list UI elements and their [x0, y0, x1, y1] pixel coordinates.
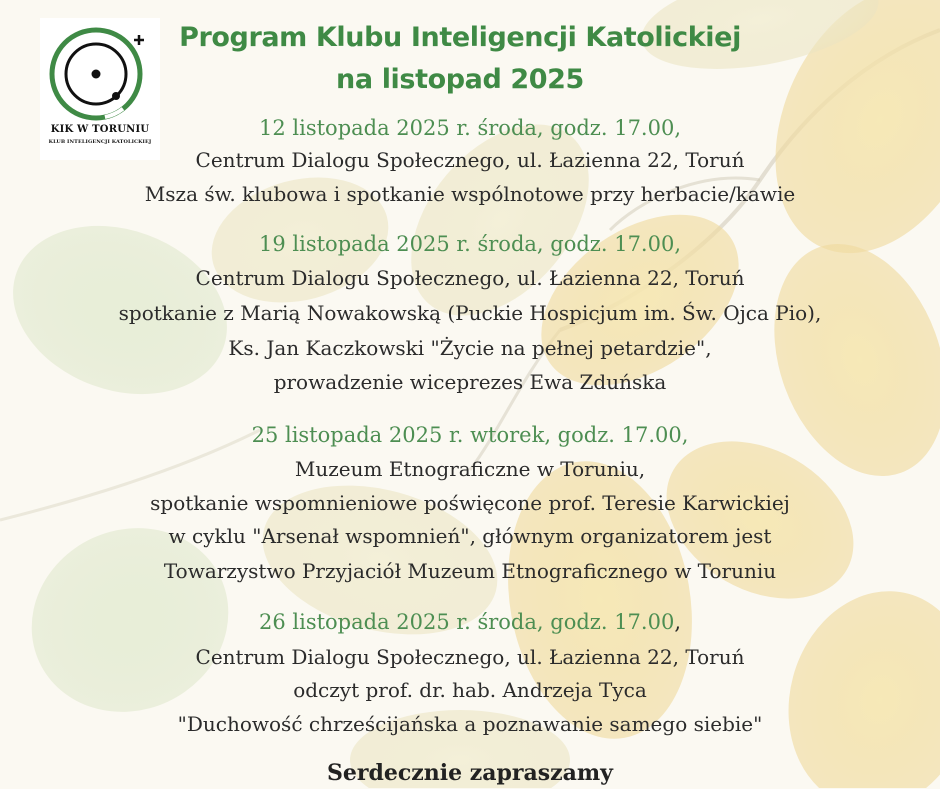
event-2-header: 19 listopada 2025 r. środa, godz. 17.00, — [259, 232, 681, 256]
event-2-location: Centrum Dialogu Społecznego, ul. Łazienna 22, Toruń — [195, 266, 745, 290]
event-2-description-2: Ks. Jan Kaczkowski "Życie na pełnej petardzie", — [228, 336, 712, 360]
event-1-header: 12 listopada 2025 r. środa, godz. 17.00, — [259, 116, 681, 140]
event-2-description-1: spotkanie z Marią Nowakowską (Puckie Hospicjum im. Św. Ojca Pio), — [118, 301, 822, 325]
event-4-description-2: "Duchowość chrześcijańska a poznawanie samego siebie" — [177, 712, 763, 736]
event-3-organizer: Towarzystwo Przyjaciół Muzeum Etnograficznego w Toruniu — [163, 559, 777, 583]
event-4-header-comma: , — [674, 610, 681, 634]
event-4-location: Centrum Dialogu Społecznego, ul. Łazienna 22, Toruń — [195, 645, 745, 669]
event-3-header: 25 listopada 2025 r. wtorek, godz. 17.00, — [251, 423, 689, 447]
logo-subtitle: KLUB INTELIGENCJI KATOLICKIEJ — [48, 139, 152, 145]
event-4-header-text: 26 listopada 2025 r. środa, godz. 17.00 — [258, 610, 675, 634]
closing-invitation: Serdecznie zapraszamy — [327, 760, 613, 786]
page-title-line-1: Program Klubu Inteligencji Katolickiej — [179, 22, 741, 53]
event-1-description: Msza św. klubowa i spotkanie wspólnotowe przy herbacie/kawie — [144, 182, 796, 206]
event-4-header — [0, 606, 940, 638]
event-4-description-1: odczyt prof. dr. hab. Andrzeja Tyca — [293, 678, 647, 702]
event-1-location: Centrum Dialogu Społecznego, ul. Łazienna 22, Toruń — [195, 148, 745, 172]
event-2-host: prowadzenie wiceprezes Ewa Zduńska — [273, 370, 667, 394]
page-title-line-2: na listopad 2025 — [336, 64, 584, 95]
circle-dot-orbit-icon — [40, 18, 160, 122]
event-3-location: Muzeum Etnograficzne w Toruniu, — [294, 457, 646, 481]
event-3-description-1: spotkanie wspomnieniowe poświęcone prof. Teresie Karwickiej — [150, 491, 790, 515]
event-3-description-2: w cyklu "Arsenał wspomnień", głównym organizatorem jest — [168, 524, 772, 548]
logo-name: KIK W TORUNIU — [50, 124, 150, 135]
